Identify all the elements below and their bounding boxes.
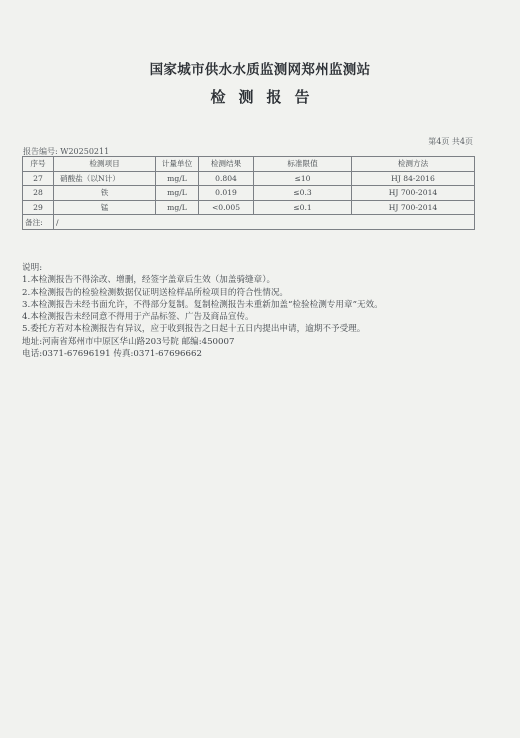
row-number: 28	[23, 186, 54, 201]
page-number: 第4页 共4页	[428, 137, 473, 146]
column-header: 检测方法	[352, 157, 475, 172]
row-number: 29	[23, 200, 54, 215]
note-item: 2.本检测报告的检验检测数据仅证明送检样品所检项目的符合性情况。	[22, 287, 289, 298]
column-header: 计量单位	[156, 157, 199, 172]
report-title: 检测报告	[210, 88, 323, 106]
method: HJ 700-2014	[352, 200, 475, 215]
limit: ≤10	[254, 171, 352, 186]
note-item: 3.本检测报告未经书面允许，不得部分复制。复制检测报告未重新加盖“检验检测专用章”无效。	[22, 299, 383, 310]
column-header: 检测结果	[199, 157, 254, 172]
table-row	[23, 171, 475, 186]
row-number: 27	[23, 171, 54, 186]
table-header-row	[23, 157, 475, 172]
unit: mg/L	[156, 171, 199, 186]
table-row	[23, 200, 475, 215]
phone-line: 电话:0371-67696191 传真:0371-67696662	[22, 349, 202, 360]
note-item: 4.本检测报告未经同意不得用于产品标签、广告及商品宣传。	[22, 312, 254, 323]
note-item: 5.委托方若对本检测报告有异议，应于收到报告之日起十五日内提出申请，逾期不予受理。	[22, 324, 366, 335]
remark-row	[23, 215, 475, 230]
limit: ≤0.1	[254, 200, 352, 215]
unit: mg/L	[156, 186, 199, 201]
method: HJ 700-2014	[352, 186, 475, 201]
organization-title: 国家城市供水水质监测网郑州监测站	[149, 62, 371, 78]
result: 0.804	[199, 171, 254, 186]
address-line: 地址:河南省郑州市中原区华山路203号院 邮编:450007	[22, 336, 235, 347]
remark-value: /	[54, 215, 475, 230]
method: HJ 84-2016	[352, 171, 475, 186]
column-header: 序号	[23, 157, 54, 172]
note-item: 1.本检测报告不得涂改、增删，经签字盖章后生效（加盖骑缝章）。	[22, 275, 276, 286]
test-item: 铁	[54, 186, 156, 201]
test-item: 硝酸盐（以N计）	[54, 171, 156, 186]
result: 0.019	[199, 186, 254, 201]
limit: ≤0.3	[254, 186, 352, 201]
column-header: 标准限值	[254, 157, 352, 172]
table-row	[23, 186, 475, 201]
test-item: 锰	[54, 200, 156, 215]
notes-heading: 说明:	[22, 263, 43, 273]
notes-section	[22, 262, 482, 360]
remark-label: 备注:	[23, 215, 54, 230]
unit: mg/L	[156, 200, 199, 215]
results-table	[22, 156, 475, 230]
report-number: 报告编号: W20250211	[23, 147, 110, 156]
column-header: 检测项目	[54, 157, 156, 172]
result: <0.005	[199, 200, 254, 215]
